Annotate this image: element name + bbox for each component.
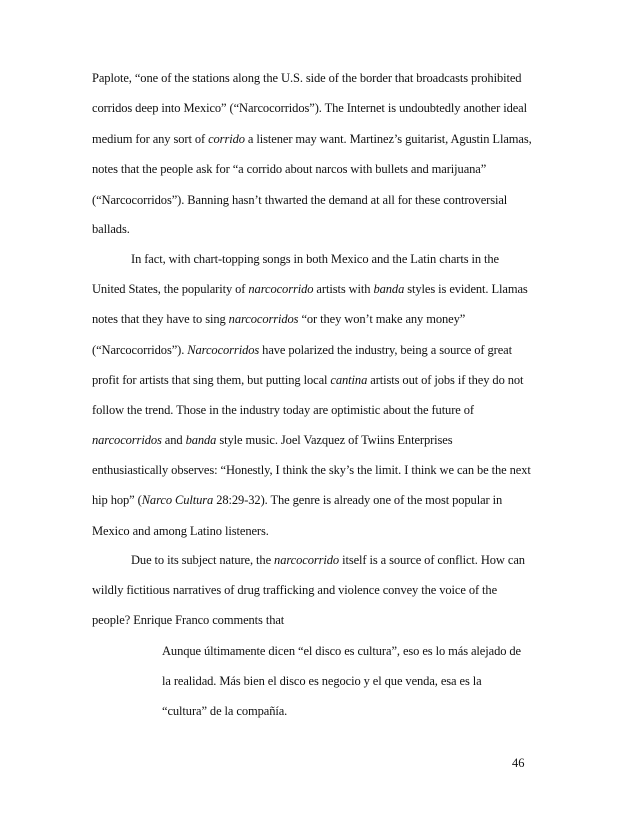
italic-term: corrido xyxy=(208,132,245,146)
quote-line xyxy=(162,643,521,659)
text-line xyxy=(92,342,512,358)
text-segment: enthusiastically observes: “Honestly, I think the sky’s the limit. I think we can be the next xyxy=(92,463,531,477)
quote-line xyxy=(162,673,482,689)
text-segment: 28:29-32). The genre is already one of the most popular in xyxy=(213,493,503,507)
text-line xyxy=(92,131,532,147)
text-line xyxy=(131,552,525,568)
text-line xyxy=(92,432,453,448)
text-line xyxy=(92,492,502,508)
italic-term: narcocorridos xyxy=(92,433,162,447)
italic-term: Narcocorridos xyxy=(187,343,260,357)
text-segment: medium for any sort of xyxy=(92,132,209,146)
text-line xyxy=(92,221,130,237)
text-segment: artists out of jobs if they do not xyxy=(367,373,524,387)
text-segment: “cultura” de la compañía. xyxy=(162,704,288,718)
text-line xyxy=(131,251,499,267)
text-segment: la realidad. Más bien el disco es negocio y el que venda, esa es la xyxy=(162,674,482,688)
text-segment: corridos deep into Mexico” (“Narcocorridos”). The Internet is undoubtedly another ideal xyxy=(92,101,528,115)
quote-line xyxy=(162,703,287,719)
text-segment: Paplote, “one of the stations along the U.S. side of the border that broadcasts prohibited xyxy=(92,71,522,85)
italic-term: narcocorridos xyxy=(228,312,299,326)
italic-term: banda xyxy=(373,282,405,296)
text-line xyxy=(92,70,521,86)
italic-term: narcocorrido xyxy=(274,553,340,567)
text-segment: styles is evident. Llamas xyxy=(404,282,528,296)
text-line xyxy=(92,192,507,208)
text-line xyxy=(92,311,465,327)
text-segment: (“Narcocorridos”). xyxy=(92,343,188,357)
text-line xyxy=(92,462,531,478)
text-segment: wildly fictitious narratives of drug trafficking and violence convey the voice of the xyxy=(92,583,498,597)
text-segment: have polarized the industry, being a source of great xyxy=(259,343,512,357)
text-segment: “or they won’t make any money” xyxy=(298,312,466,326)
text-segment: In fact, with chart-topping songs in both Mexico and the Latin charts in the xyxy=(131,252,500,266)
text-segment: a listener may want. Martinez’s guitarist, Agustin Llamas, xyxy=(244,132,532,146)
text-line xyxy=(92,582,497,598)
text-segment: ballads. xyxy=(92,222,130,236)
italic-term: cantina xyxy=(330,373,368,387)
text-segment: Due to its subject nature, the xyxy=(131,553,275,567)
text-segment: artists with xyxy=(313,282,374,296)
text-line xyxy=(92,612,284,628)
text-segment: profit for artists that sing them, but putting local xyxy=(92,373,331,387)
text-segment: Aunque últimamente dicen “el disco es cultura”, eso es lo más alejado de xyxy=(162,644,521,658)
text-segment: itself is a source of conflict. How can xyxy=(339,553,525,567)
text-segment: notes that they have to sing xyxy=(92,312,229,326)
text-line xyxy=(92,281,528,297)
text-line xyxy=(92,523,269,539)
italic-term: Narco Cultura xyxy=(141,493,214,507)
text-segment: hip hop” ( xyxy=(92,493,142,507)
text-segment: Mexico and among Latino listeners. xyxy=(92,524,269,538)
text-line xyxy=(92,161,486,177)
text-line xyxy=(92,100,527,116)
italic-term: banda xyxy=(185,433,217,447)
text-segment: (“Narcocorridos”). Banning hasn’t thwarted the demand at all for these controversial xyxy=(92,193,508,207)
text-segment: United States, the popularity of xyxy=(92,282,249,296)
text-segment: and xyxy=(161,433,186,447)
text-segment: notes that the people ask for “a corrido about narcos with bullets and marijuana” xyxy=(92,162,487,176)
page-number: 46 xyxy=(512,756,525,770)
text-segment: style music. Joel Vazquez of Twiins Enterprises xyxy=(216,433,453,447)
text-segment: people? Enrique Franco comments that xyxy=(92,613,285,627)
text-line xyxy=(92,372,523,388)
text-line xyxy=(92,402,474,418)
text-segment: follow the trend. Those in the industry today are optimistic about the future of xyxy=(92,403,474,417)
italic-term: narcocorrido xyxy=(248,282,314,296)
